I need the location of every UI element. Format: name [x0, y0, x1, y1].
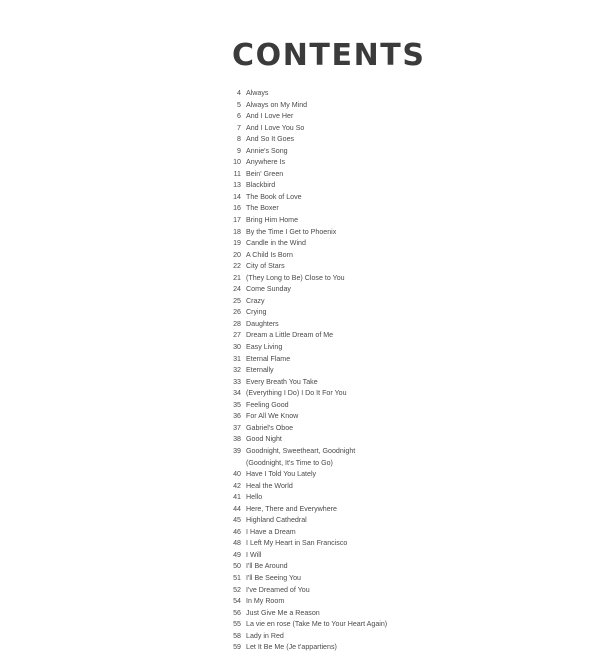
- toc-page-number: 11: [233, 169, 241, 178]
- toc-entry-title: Annie's Song: [246, 146, 288, 155]
- toc-entry[interactable]: [225, 608, 565, 620]
- toc-entry-title: By the Time I Get to Phoenix: [246, 227, 337, 236]
- toc-entry[interactable]: [225, 215, 565, 227]
- toc-entry[interactable]: [225, 365, 565, 377]
- toc-entry[interactable]: [225, 492, 565, 504]
- toc-entry[interactable]: [225, 169, 565, 181]
- toc-entry-title: Eternally: [246, 366, 274, 375]
- toc-page-number: 48: [233, 539, 241, 548]
- toc-entry[interactable]: [225, 550, 565, 562]
- toc-entry-continuation[interactable]: [225, 458, 565, 470]
- toc-entry-title: Good Night: [246, 435, 282, 444]
- toc-entry-title: Bein' Green: [246, 169, 284, 178]
- toc-entry[interactable]: [225, 469, 565, 481]
- toc-entry-title: In My Room: [246, 597, 285, 606]
- toc-page-number: 30: [233, 343, 241, 352]
- toc-entry-title: I Left My Heart in San Francisco: [246, 539, 348, 548]
- toc-entry[interactable]: [225, 203, 565, 215]
- toc-page-number: 50: [233, 562, 241, 571]
- toc-page-number: 9: [237, 146, 241, 155]
- toc-entry-title: Crying: [246, 308, 267, 317]
- toc-page-number: 37: [233, 423, 241, 432]
- toc-entry[interactable]: [225, 180, 565, 192]
- toc-page-number: 25: [233, 296, 241, 305]
- toc-entry[interactable]: [225, 192, 565, 204]
- toc-page-number: 14: [233, 192, 241, 201]
- toc-entry[interactable]: [225, 504, 565, 516]
- toc-entry[interactable]: [225, 296, 565, 308]
- toc-page-number: 52: [233, 585, 241, 594]
- toc-entry-title: I'll Be Seeing You: [246, 573, 301, 582]
- toc-entry-title: Dream a Little Dream of Me: [246, 331, 334, 340]
- toc-page-number: 54: [233, 597, 241, 606]
- toc-page-number: 6: [237, 112, 241, 121]
- toc-page-number: 40: [233, 470, 241, 479]
- toc-entry[interactable]: [225, 377, 565, 389]
- toc-entry-title: Eternal Flame: [246, 354, 291, 363]
- toc-page-number: 42: [233, 481, 241, 490]
- toc-page-number: 45: [233, 516, 241, 525]
- toc-entry[interactable]: [225, 250, 565, 262]
- toc-entry-title: I've Dreamed of You: [246, 585, 310, 594]
- toc-page-number: 20: [233, 250, 241, 259]
- toc-page-number: 38: [233, 435, 241, 444]
- toc-page-number: 46: [233, 527, 241, 536]
- toc-page-number: 24: [233, 285, 241, 294]
- toc-entry[interactable]: [225, 388, 565, 400]
- toc-page-number: 58: [233, 631, 241, 640]
- toc-entry-title: Hello: [246, 493, 263, 502]
- toc-page-number: 39: [233, 446, 241, 455]
- toc-entry-title: Candle in the Wind: [246, 239, 306, 248]
- toc-entry-title: Heal the World: [246, 481, 293, 490]
- toc-entry-title: Always on My Mind: [246, 100, 308, 109]
- toc-entry-title: Every Breath You Take: [246, 377, 318, 386]
- toc-entry-title: And I Love You So: [246, 123, 305, 132]
- toc-entry-title: Blackbird: [246, 181, 276, 190]
- toc-entry[interactable]: [225, 227, 565, 239]
- toc-entry[interactable]: [225, 538, 565, 550]
- toc-entry[interactable]: [225, 261, 565, 273]
- toc-entry-title: (Everything I Do) I Do It For You: [246, 389, 347, 398]
- toc-page-number: 35: [233, 400, 241, 409]
- toc-entry-title: City of Stars: [246, 262, 285, 271]
- toc-entry[interactable]: [225, 319, 565, 331]
- toc-entry-title: Goodnight, Sweetheart, Goodnight: [246, 446, 356, 455]
- toc-page-number: 49: [233, 550, 241, 559]
- toc-entry-title: I Will: [246, 550, 262, 559]
- toc-entry[interactable]: [225, 481, 565, 493]
- toc-page-number: 34: [233, 389, 241, 398]
- toc-entry[interactable]: [225, 284, 565, 296]
- toc-entry[interactable]: [225, 342, 565, 354]
- toc-page-number: 51: [233, 573, 241, 582]
- toc-entry[interactable]: [225, 573, 565, 585]
- toc-page-number: 17: [233, 216, 241, 225]
- toc-entry[interactable]: [225, 515, 565, 527]
- toc-entry-title: And I Love Her: [246, 112, 294, 121]
- toc-entry-title: The Book of Love: [246, 192, 302, 201]
- toc-entry[interactable]: [225, 642, 565, 654]
- toc-entry[interactable]: [225, 123, 565, 135]
- toc-entry-title: Anywhere Is: [246, 158, 286, 167]
- toc-entry[interactable]: [225, 434, 565, 446]
- toc-entry-title: Let It Be Me (Je t'appartiens): [246, 643, 337, 652]
- toc-page-number: 7: [237, 123, 241, 132]
- toc-page-number: 13: [233, 181, 241, 190]
- page-title: CONTENTS: [232, 38, 426, 73]
- toc-entry[interactable]: [225, 307, 565, 319]
- toc-entry[interactable]: [225, 411, 565, 423]
- toc-page-number: 5: [237, 100, 241, 109]
- toc-page-number: 18: [233, 227, 241, 236]
- toc-entry[interactable]: [225, 111, 565, 123]
- toc-entry[interactable]: [225, 400, 565, 412]
- toc-page-number: 31: [233, 354, 241, 363]
- toc-entry-title: (Goodnight, It's Time to Go): [246, 458, 333, 467]
- toc-entry[interactable]: [225, 423, 565, 435]
- toc-page-number: 8: [237, 135, 241, 144]
- toc-entry-title: Feeling Good: [246, 400, 289, 409]
- toc-page-number: 36: [233, 412, 241, 421]
- toc-entry[interactable]: [225, 596, 565, 608]
- toc-entry-title: I'll Be Around: [246, 562, 288, 571]
- toc-entry-title: Highland Cathedral: [246, 516, 307, 525]
- toc-page-number: 44: [233, 504, 241, 513]
- toc-entry[interactable]: [225, 354, 565, 366]
- toc-entry[interactable]: [225, 238, 565, 250]
- toc-entry-title: Crazy: [246, 296, 265, 305]
- toc-entry[interactable]: [225, 527, 565, 539]
- toc-page-number: 19: [233, 239, 241, 248]
- toc-page-number: 32: [233, 366, 241, 375]
- toc-entry-title: Just Give Me a Reason: [246, 608, 320, 617]
- toc-page-number: 59: [233, 643, 241, 652]
- toc-entry-title: Have I Told You Lately: [246, 470, 317, 479]
- toc-entry[interactable]: [225, 273, 565, 285]
- toc-entry-title: And So It Goes: [246, 135, 295, 144]
- toc-entry[interactable]: [225, 561, 565, 573]
- toc-page-number: 33: [233, 377, 241, 386]
- toc-entry-title: The Boxer: [246, 204, 279, 213]
- toc-entry-title: Come Sunday: [246, 285, 291, 294]
- toc-page-number: 22: [233, 262, 241, 271]
- toc-page-number: 26: [233, 308, 241, 317]
- toc-entry-title: A Child Is Born: [246, 250, 293, 259]
- toc-entry-title: Gabriel's Oboe: [246, 423, 294, 432]
- toc-page-number: 55: [233, 620, 241, 629]
- toc-entry[interactable]: [225, 585, 565, 597]
- toc-entry-title: Daughters: [246, 319, 279, 328]
- toc-page-number: 10: [233, 158, 241, 167]
- toc-entry[interactable]: [225, 157, 565, 169]
- table-of-contents: [225, 88, 565, 654]
- toc-entry[interactable]: [225, 446, 565, 458]
- toc-entry[interactable]: [225, 330, 565, 342]
- toc-page-number: 21: [233, 273, 241, 282]
- toc-page-number: 56: [233, 608, 241, 617]
- toc-page-number: 4: [237, 89, 241, 97]
- toc-entry[interactable]: [225, 146, 565, 158]
- toc-entry-title: Here, There and Everywhere: [246, 504, 337, 513]
- toc-entry[interactable]: [225, 631, 565, 643]
- toc-entry[interactable]: [225, 619, 565, 631]
- toc-entry-title: I Have a Dream: [246, 527, 296, 536]
- toc-entry-title: La vie en rose (Take Me to Your Heart Again): [246, 620, 388, 629]
- toc-page-number: 16: [233, 204, 241, 213]
- toc-entry[interactable]: [225, 134, 565, 146]
- toc-entry-title: Lady in Red: [246, 631, 284, 640]
- toc-entry-title: Always: [246, 89, 269, 97]
- toc-entry-title: Easy Living: [246, 343, 283, 352]
- toc-page-number: 28: [233, 319, 241, 328]
- toc-entry-title: Bring Him Home: [246, 216, 299, 225]
- toc-entry-title: (They Long to Be) Close to You: [246, 273, 345, 282]
- toc-page-number: 27: [233, 331, 241, 340]
- toc-entry[interactable]: [225, 88, 565, 100]
- toc-entry-title: For All We Know: [246, 412, 299, 421]
- toc-entry[interactable]: [225, 100, 565, 112]
- toc-page-number: 41: [233, 493, 241, 502]
